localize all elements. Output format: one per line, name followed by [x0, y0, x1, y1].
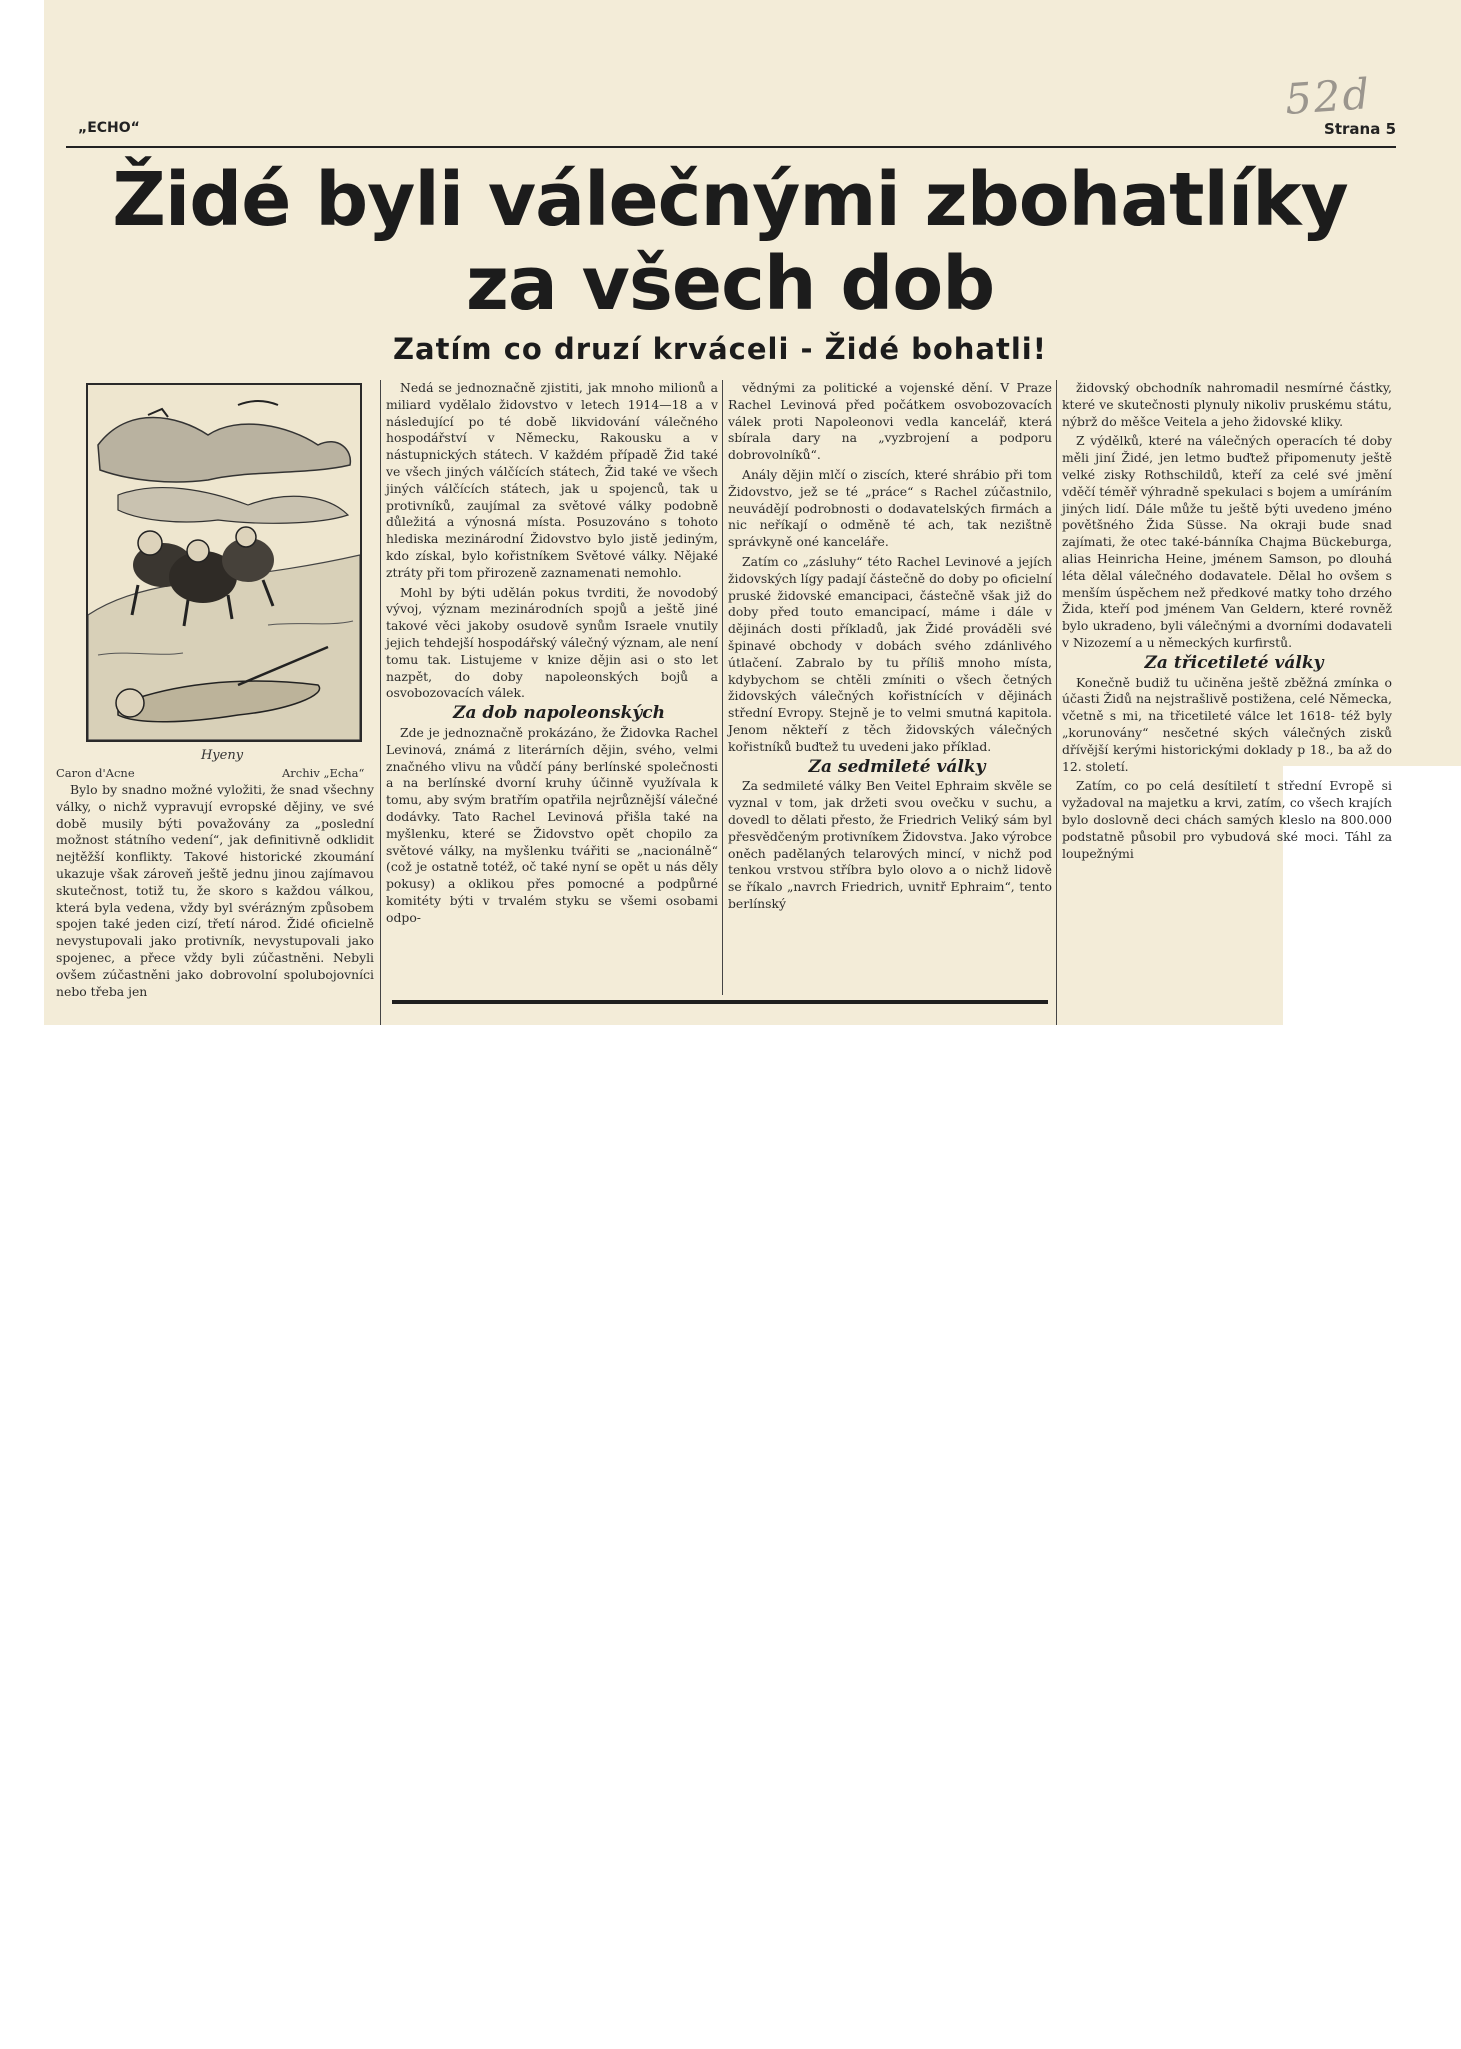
paragraph: Za sedmileté války Ben Veitel Ephraim skvěle se vyznal v tom, jak držeti svou ovečku v suchu, a dovedl to dělati přesto, že Friedrich Veliký sám byl přesvědčeným protivníkem Židovstva. Jako výrobce oněch padělaných telarových mincí, v nichž pod tenkou vrstvou stříbra bylo olovo a o nichž lidově se říkalo „navrch Friedrich, uvnitř Ephraim“, tento berlínský: [728, 778, 1052, 911]
section-heading-thirty-years-war: Za třicetileté války: [1144, 652, 1324, 673]
paragraph: Mohl by býti udělán pokus tvrditi, že novodobý vývoj, význam mezinárodních spojů a ještě jiné takové věci jakoby osudově synům Israele vnutily jejich tehdejší hospodářský válečný význam, ale není tomu tak. Listujeme v knize dějin asi o sto let nazpět, do doby napoleonských bojů a osvobozovacích válek.: [386, 584, 718, 701]
archive-credit: Archiv „Echa“: [282, 766, 365, 780]
page-number: Strana 5: [1324, 120, 1396, 138]
paragraph: Zatím co „zásluhy“ této Rachel Levinové a jejích židovských lígy padají částečně do doby po oficielní pruské židovské emancipaci, částečně však již do doby před touto emancipací, máme i dále v dějinách dosti příkladů, jak Židé prováděli své špinavé obchody v dobách svého zdánlivého útlačení. Zabralo by tu příliš mnoho místa, kdybychom se chtěli zmíniti o všech četných židovských válečných kořistnících v dějinách střední Evropy. Stejně je to velmi smutná kapitola. Jenom někteří z těch židovských válečných kořistníků buďtež tu uvedeni jako příklad.: [728, 553, 1052, 754]
column-rule: [380, 380, 381, 1025]
paragraph: Bylo by snadno možné vyložiti, že snad všechny války, o nichž vypravují evropské dějiny, ve své době musily býti považovány za „poslední možnost státního vedení“, jak definitivně odklidit nejtěžší konflikty. Takové historické zkoumání ukazuje však zároveň ještě jednu jinou zajímavou skutečnost, totiž tu, že skoro s každou válkou, která byla vedena, vždy byl svérázným způsobem spojen také jeden cizí, třetí národ. Židé oficielně nevystupovali jako protivník, nevystupovali jako spojenec, a přece vždy byli zúčastněni. Nebyli ovšem zúčastněni jako dobrovolní spolubojovníci nebo třeba jen: [56, 782, 374, 999]
headline-line-2: za všech dob: [465, 241, 995, 327]
running-header: [66, 118, 1396, 148]
paragraph: Nedá se jednoznačně zjistiti, jak mnoho milionů a miliard vydělalo židovstvo v letech 1914—18 a v následující po té době likvidování válečného hospodářství v Německu, Rakousku a v nástupnických státech. V každém případě Žid také ve všech jiných válčících státech, Žid také ve všech jiných válčících státech, jak u spojenců, tak u protivníků, zaujímal za světové války podobně důležitá a výnosná místa. Posuzováno s tohoto hlediska mezinárodní Židovstvo bylo jistě jediným, kdo získal, bylo kořistníkem Světové války. Nějaké ztráty při tom přirozeně zaznamenati nemohlo.: [386, 380, 718, 580]
column-rule: [1056, 380, 1057, 1025]
paragraph: židovský obchodník nahromadil nesmírné částky, které ve skutečnosti plynuly nikoliv pruskému státu, nýbrž do měšce Veitela a jeho židovské kliky.: [1062, 380, 1392, 429]
illustration-hyenas: [86, 383, 362, 742]
paragraph: Konečně budiž tu učiněna ještě zběžná zmínka o účasti Židů na nejstrašlivě postižena, celé Německa, včetně s mi, na třicetileté válce let 1618- též byly „korunovány“ nesčetné ských válečných zisků dřívější kerými historickými doklady p 18., ba až do 12. století.: [1062, 674, 1392, 774]
section-heading-seven-years-war: Za sedmileté války: [808, 756, 986, 777]
paragraph: vědnými za politické a vojenské dění. V Praze Rachel Levinová před počátkem osvobozovacích válek proti Napoleonovi vedla kancelář, která sbírala dary na „vyzbrojení a podporu dobrovolníků“.: [728, 380, 1052, 463]
column-4: [1062, 380, 1392, 865]
headline-line-1: Židé byli válečnými zbohatlíky: [112, 157, 1348, 243]
column-1: [56, 782, 374, 1003]
subheadline: Zatím co druzí krváceli - Židé bohatli!: [393, 332, 1047, 366]
column-3: [728, 380, 1052, 916]
illustration-drawing: [88, 385, 360, 740]
artist-credit: Caron d'Acne: [56, 766, 135, 780]
paragraph: Zatím, co po celá desítiletí t střední Evropě si vyžadoval na majetku a krvi, zatím, co všech krajích bylo doslovně deci chách samých kleslo na 800.000 podstatně působil pro vybudová ské moci. Táhl za loupežnými: [1062, 778, 1392, 861]
headline: [70, 158, 1390, 326]
illustration-caption: Hyeny: [200, 748, 244, 763]
column-rule: [722, 380, 723, 995]
column-2: [386, 380, 718, 930]
handwritten-archive-number: 52d: [1283, 69, 1373, 124]
paragraph: Anály dějin mlčí o ziscích, které shrábio při tom Židovstvo, jež se té „práce“ s Rachel zúčastnilo, neuvádějí podrobnosti o dodavatelských firmách a nic neříkají o odměně té ach, tak nezištně správkyně oné kanceláře.: [728, 466, 1052, 550]
paragraph: Z výdělků, které na válečných operacích té doby měli jiní Židé, jen letmo buďtež připomenuty ještě velké zisky Rothschildů, kteří za celé své jmění vděčí téměř výhradně spekulaci s bojem a umíráním jiných lidí. Dále může tu ještě býti uvedeno jméno povětšného Žida Süsse. Na okraji bude snad zajímati, že otec také-bánníka Chajma Bückeburga, alias Heinricha Heine, jménem Samson, po dlouhá léta dělal válečného dodavatele. Dělal ho ovšem s menším úspěchem než předkové matky toho drzého Žida, kteří pod jménem Van Geldern, které rovněž bylo ukradeno, byli válečnými a dvorními dodavateli v Nizozemí a u německých kurfirstů.: [1062, 433, 1392, 650]
paragraph: Zde je jednoznačně prokázáno, že Židovka Rachel Levinová, známá z literárních dějin, svého, velmi značného vlivu na vůdčí pány berlínské společnosti a na berlínské dvorní kruhy účinně využívala k tomu, aby svým bratřím opatřila nejrůznější válečné dodávky. Tato Rachel Levinová přišla také na myšlenku, které se Židovstvo opět chopilo za světové války, na myšlenku tvářiti se „nacionálně“ (což je ostatně totéž, oč také nyní se opět u nás děly pokusy) a oklikou přes pomocné a podpůrné komitéty býti v trvalém styku se všemi osobami odpo-: [386, 724, 718, 925]
bottom-rule: [392, 1000, 1048, 1004]
section-heading-napoleonic: Za dob napoleonských: [453, 703, 665, 724]
newspaper-name: „ECHO“: [78, 120, 140, 136]
